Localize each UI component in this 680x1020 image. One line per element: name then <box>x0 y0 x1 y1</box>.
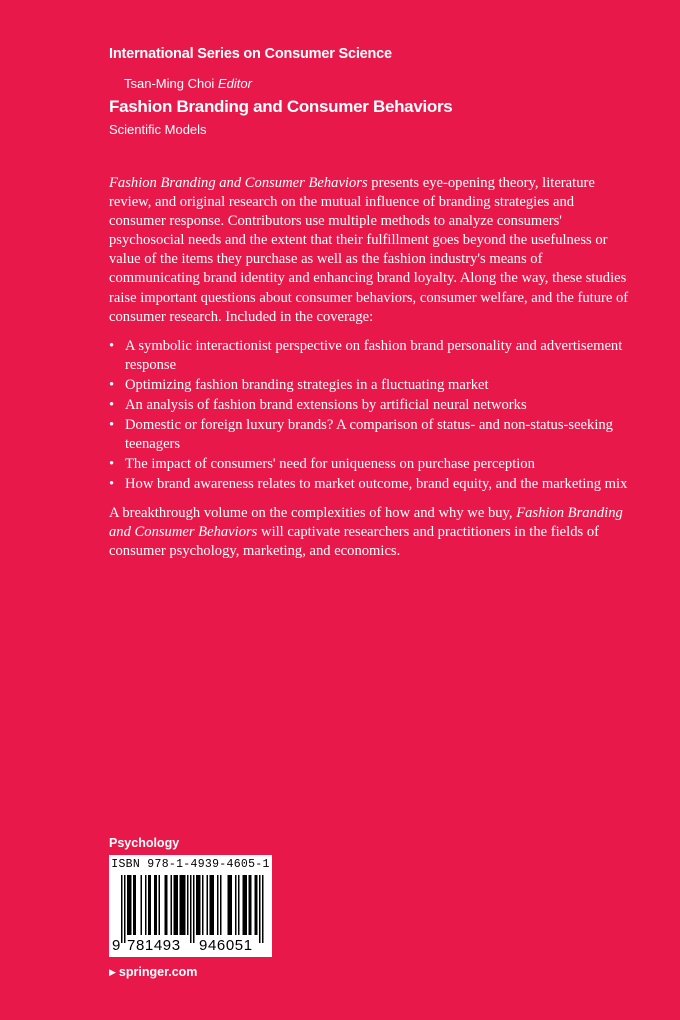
barcode-bar <box>228 875 230 935</box>
barcode-bar <box>238 875 240 935</box>
barcode-bar <box>262 875 264 943</box>
isbn-text: ISBN 978-1-4939-4605-1 <box>111 858 270 871</box>
intro-text: presents eye-opening theory, literature review, and original research on the mutual influence of branding strategies and consumer response. Contributors use multiple methods to analyze consumers' psychosocial needs and the extent that their fulfillment goes beyond the usefulness or value of the items they purchase as well as the fashion industry's means of communicating brand identity and enhancing brand loyalty. Along the way, these studies raise important questions about consumer behaviors, consumer welfare, and the future of consumer research. Included in the coverage: <box>109 175 629 325</box>
barcode-bar <box>198 875 200 935</box>
barcode-bar <box>177 875 179 935</box>
barcode-bar <box>129 875 131 935</box>
barcode-bar <box>196 875 198 935</box>
barcode-bar <box>130 875 132 935</box>
barcode-group-right: 946051 <box>199 937 253 954</box>
barcode-bar <box>145 875 147 935</box>
publisher-website[interactable] <box>109 965 197 979</box>
barcode-group-left: 781493 <box>127 937 181 954</box>
book-title: Fashion Branding and Consumer Behaviors <box>109 97 453 116</box>
barcode-first-digit: 9 <box>112 937 121 954</box>
barcode-bar <box>127 875 129 935</box>
closing-paragraph <box>109 504 629 561</box>
barcode-bar <box>246 875 248 935</box>
coverage-item <box>109 337 629 375</box>
barcode-bar <box>121 875 123 943</box>
barcode-bar <box>174 875 176 935</box>
bullet-icon: • <box>109 456 115 473</box>
intro-title-italic: Fashion Branding and Consumer Behaviors <box>109 175 368 191</box>
coverage-item-text: Optimizing fashion branding strategies in a fluctuating market <box>125 376 489 393</box>
barcode-bar <box>183 875 185 935</box>
barcode-bar <box>166 875 168 935</box>
barcode-bar <box>202 875 204 935</box>
barcode-bar <box>217 875 219 935</box>
barcode-bar <box>181 875 183 935</box>
barcode-bar <box>175 875 177 935</box>
barcode-bar <box>211 875 213 935</box>
barcode-bar <box>141 875 143 935</box>
barcode-bar <box>159 875 161 935</box>
barcode-bar <box>124 875 126 943</box>
isbn-barcode <box>109 855 272 957</box>
coverage-item <box>109 455 629 474</box>
barcode-bar <box>243 875 245 935</box>
coverage-item <box>109 376 629 395</box>
barcode-bar <box>255 875 257 935</box>
series-title: International Series on Consumer Science <box>109 46 392 62</box>
editor-role: Editor <box>217 76 252 91</box>
closing-pre: A breakthrough volume on the complexities of how and why we buy, <box>109 504 517 521</box>
bullet-icon: • <box>109 376 115 393</box>
barcode-bar <box>210 875 212 935</box>
coverage-item <box>109 396 629 415</box>
intro-paragraph <box>109 174 629 327</box>
coverage-item-text: An analysis of fashion brand extensions by artificial neural networks <box>125 397 527 414</box>
book-subtitle: Scientific Models <box>109 122 207 137</box>
barcode-bar <box>249 875 251 935</box>
barcode-bar <box>193 875 195 943</box>
barcode-bar <box>256 875 258 935</box>
editor-line <box>124 76 252 91</box>
barcode-bar <box>229 875 231 935</box>
bullet-icon: • <box>109 397 115 414</box>
coverage-item-text: Domestic or foreign luxury brands? A comparison of status- and non-status-seeking teenagers <box>125 417 613 453</box>
closing-title-italic: Fashion Branding and Consumer Behaviors <box>109 504 623 540</box>
barcode-bar <box>231 875 233 935</box>
barcode-bar <box>187 875 189 935</box>
coverage-item <box>109 416 629 454</box>
barcode-bar <box>184 875 186 935</box>
barcode-bar <box>220 875 222 935</box>
barcode-bar <box>213 875 215 935</box>
back-cover-blurb <box>109 174 629 561</box>
barcode-bar <box>250 875 252 935</box>
bullet-icon: • <box>109 417 115 434</box>
barcode-bar <box>244 875 246 935</box>
barcode-bar <box>135 875 137 935</box>
category-label: Psychology <box>109 836 180 850</box>
barcode-bar <box>235 875 237 935</box>
barcode-bar <box>148 875 150 935</box>
barcode-bar <box>180 875 182 935</box>
barcode-bar <box>156 875 158 935</box>
coverage-item-text: The impact of consumers' need for uniqueness on purchase perception <box>125 456 535 473</box>
closing-post: will captivate researchers and practitioners in the fields of consumer psychology, marketing, and economics. <box>109 523 599 559</box>
coverage-item-text: How brand awareness relates to market outcome, brand equity, and the marketing mix <box>125 476 628 493</box>
barcode-bar <box>171 875 173 935</box>
bullet-icon: • <box>109 337 115 354</box>
barcode-bars <box>109 875 272 943</box>
website-label: springer.com <box>118 965 198 979</box>
coverage-item <box>109 475 629 494</box>
editor-name: Tsan-Ming Choi <box>124 76 215 91</box>
barcode-bar <box>207 875 209 935</box>
barcode-bar <box>199 875 201 935</box>
barcode-bar <box>150 875 152 935</box>
barcode-bar <box>259 875 261 943</box>
barcode-bar <box>133 875 135 935</box>
barcode-bar <box>165 875 167 935</box>
barcode-bar <box>154 875 156 935</box>
coverage-list <box>109 337 629 495</box>
coverage-item-text: A symbolic interactionist perspective on fashion brand personality and advertisement response <box>125 337 623 373</box>
bullet-icon: • <box>109 476 115 493</box>
arrow-right-icon: ▶ <box>109 967 116 977</box>
barcode-bar <box>190 875 192 943</box>
